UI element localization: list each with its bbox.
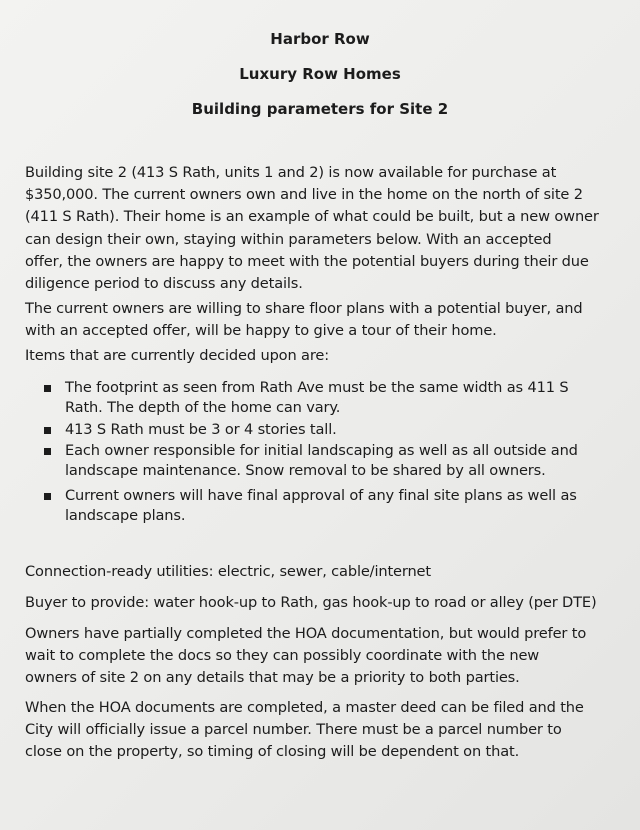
text-line: landscape plans.	[65, 506, 186, 524]
text-line: diligence period to discuss any details.	[25, 275, 303, 293]
decided-intro: Items that are currently decided upon are:	[25, 347, 329, 364]
doc-subtitle: Luxury Row Homes	[239, 65, 401, 83]
bullet-square-icon	[44, 385, 51, 392]
intro-paragraph	[25, 162, 625, 295]
text-line: Building site 2 (413 S Rath, units 1 and 2) is now available for purchase at	[25, 164, 557, 181]
text-line: City will officially issue a parcel number. There must be a parcel number to	[25, 721, 562, 739]
text-line: landscape maintenance. Snow removal to be shared by all owners.	[65, 461, 546, 479]
floorplans-paragraph	[25, 298, 625, 342]
text-line: Current owners will have final approval of any final site plans as well as	[65, 487, 577, 504]
text-line: close on the property, so timing of closing will be dependent on that.	[25, 743, 520, 761]
text-line: wait to complete the docs so they can possibly coordinate with the new	[25, 647, 540, 665]
text-line: The footprint as seen from Rath Ave must be the same width as 411 S	[65, 379, 569, 396]
text-line: can design their own, staying within parameters below. With an accepted	[25, 230, 552, 248]
text-line: The current owners are willing to share floor plans with a potential buyer, and	[25, 300, 583, 317]
text-line: owners of site 2 on any details that may be a priority to both parties.	[25, 669, 520, 687]
deed-paragraph	[25, 697, 625, 764]
text-line: offer, the owners are happy to meet with the potential buyers during their due	[25, 252, 589, 270]
doc-heading: Building parameters for Site 2	[191, 100, 449, 118]
doc-title: Harbor Row	[270, 30, 370, 48]
text-line: with an accepted offer, will be happy to give a tour of their home.	[25, 322, 497, 340]
text-line: Each owner responsible for initial landscaping as well as all outside and	[65, 442, 578, 459]
utilities-line: Connection-ready utilities: electric, sewer, cable/internet	[25, 563, 431, 580]
text-line: (411 S Rath). Their home is an example of what could be built, but a new owner	[25, 208, 599, 226]
text-line: Rath. The depth of the home can vary.	[65, 398, 341, 416]
text-line: Owners have partially completed the HOA documentation, but would prefer to	[25, 625, 587, 642]
text-line: $350,000. The current owners own and live in the home on the north of site 2	[25, 186, 583, 204]
text-line: 413 S Rath must be 3 or 4 stories tall.	[65, 421, 337, 438]
buyer-provide-line: Buyer to provide: water hook-up to Rath, gas hook-up to road or alley (per DTE)	[25, 594, 597, 611]
bullet-square-icon	[44, 493, 51, 500]
text-line: When the HOA documents are completed, a master deed can be filed and the	[25, 699, 584, 716]
bullet-square-icon	[44, 448, 51, 455]
hoa-paragraph	[25, 623, 625, 690]
bullet-square-icon	[44, 427, 51, 434]
